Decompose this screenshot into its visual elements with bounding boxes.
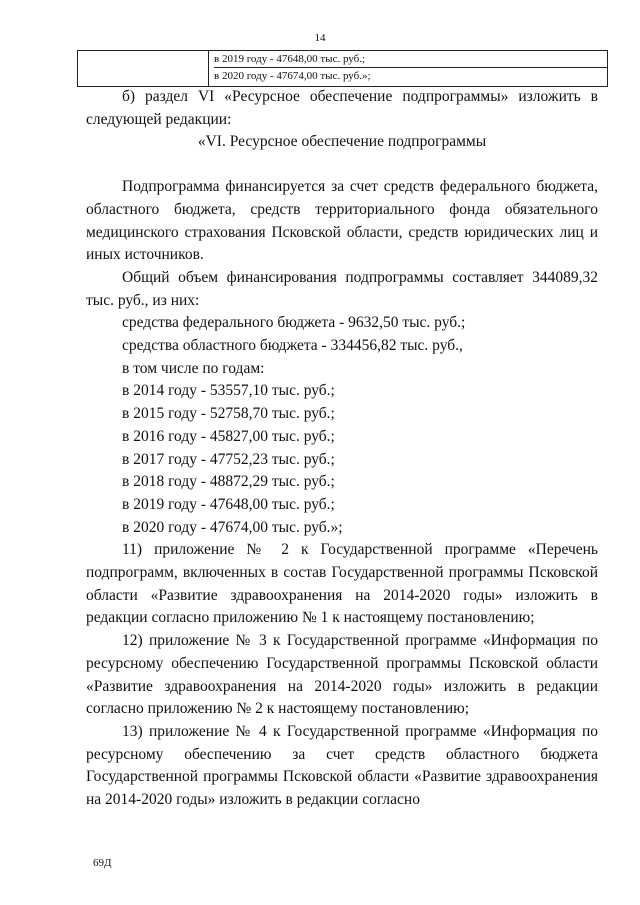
section-title: «VI. Ресурсное обеспечение подпрограммы [197, 133, 487, 151]
table-row: в 2019 году - 47648,00 тыс. руб.; [214, 51, 607, 68]
line-federal-budget: средства федерального бюджета - 9632,50 тыс. руб.; [122, 314, 466, 332]
table-empty-cell [78, 51, 209, 86]
year-line: в 2017 году - 47752,23 тыс. руб.; [122, 450, 335, 468]
year-line: в 2018 году - 48872,29 тыс. руб.; [122, 473, 335, 491]
paragraph-funding-sources: Подпрограмма финансируется за счет средств федерального бюджета, областного бюджета, средств территориального фонда обязательного медицинского страхования Псковской области, средств юридических лиц и иных источников. [86, 178, 598, 264]
year-line: в 2016 году - 45827,00 тыс. руб.; [122, 427, 335, 445]
table-fragment [77, 50, 608, 87]
paragraph-item-11: 11) приложение № 2 к Государственной программе «Перечень подпрограмм, включенных в состав Государственной программы Псковской области «Развитие здравоохранения на 2014-2020 годы» изложить в редакции согласно приложению № 1 к настоящему постановлению; [86, 541, 598, 627]
footer-code: 69Д [93, 857, 112, 869]
table-row: в 2020 году - 47674,00 тыс. руб.»; [214, 70, 371, 82]
page-number: 14 [314, 32, 326, 44]
table-value-cell [209, 51, 607, 86]
line-regional-budget: средства областного бюджета - 334456,82 тыс. руб., [122, 337, 463, 355]
year-line: в 2014 году - 53557,10 тыс. руб.; [122, 382, 335, 400]
year-line: в 2019 году - 47648,00 тыс. руб.; [122, 495, 335, 513]
paragraph-item-b: б) раздел VI «Ресурсное обеспечение подпрограммы» изложить в следующей редакции: [86, 88, 598, 128]
paragraph-total-volume: Общий объем финансирования подпрограммы составляет 344089,32 тыс. руб., из них: [86, 268, 598, 309]
document-body [86, 86, 598, 812]
year-line: в 2020 году - 47674,00 тыс. руб.»; [122, 518, 343, 536]
paragraph-item-13: 13) приложение № 4 к Государственной программе «Информация по ресурсному обеспечению за счет средств областного бюджета Государственной программы Псковской области «Развитие здравоохранения на 2014-2020 годы» изложить в редакции согласно [86, 722, 598, 809]
line-by-years: в том числе по годам: [122, 359, 265, 377]
year-line: в 2015 году - 52758,70 тыс. руб.; [122, 405, 335, 423]
paragraph-item-12: 12) приложение № 3 к Государственной программе «Информация по ресурсному обеспечению Государственной программы Псковской области «Развитие здравоохранения на 2014-2020 годы» изложить в редакции согласно приложению № 2 к настоящему постановлению; [86, 632, 598, 718]
